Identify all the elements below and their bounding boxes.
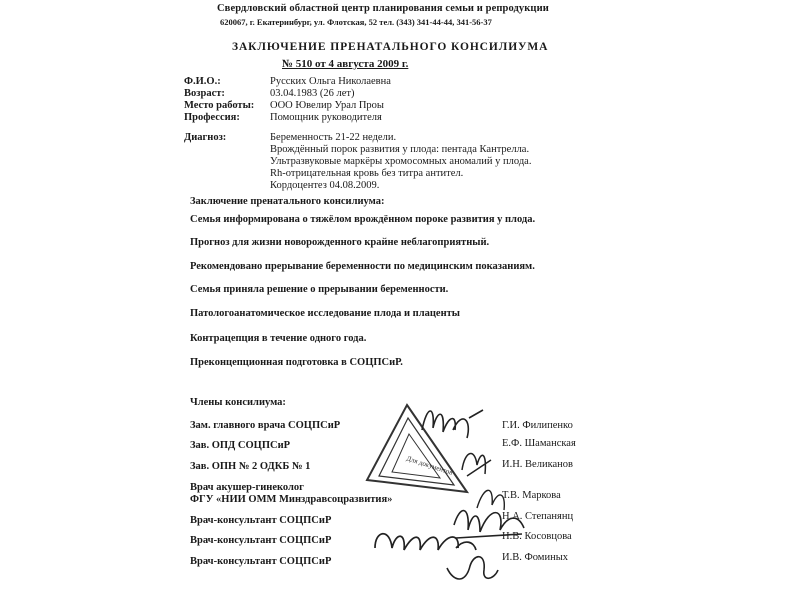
diagnosis-line: Rh-отрицательная кровь без титра антител. [270,168,464,179]
diagnosis-line: Беременность 21-22 недели. [270,132,397,143]
members-title: Члены консилиума: [190,397,286,408]
signature-2 [457,440,497,480]
org-address: 620067, г. Екатеринбург, ул. Флотская, 52 тел. (343) 341-44-44, 341-56-37 [220,17,492,27]
member-role: Врач-консультант СОЦПСиР [190,535,332,546]
member-role: Зам. главного врача СОЦПСиР [190,420,341,431]
conclusion-line: Семья информирована о тяжёлом врождённом пороке развития у плода. [190,214,536,225]
document-title: ЗАКЛЮЧЕНИЕ ПРЕНАТАЛЬНОГО КОНСИЛИУМА [232,41,549,53]
age-value: 03.04.1983 (26 лет) [270,88,355,99]
member-name: Н.А. Степанянц [502,511,574,522]
conclusion-line: Семья приняла решение о прерывании беременности. [190,284,449,295]
member-name: Е.Ф. Шаманская [502,438,576,449]
member-name: И.В. Фоминых [502,552,568,563]
profession-value: Помощник руководителя [270,112,382,123]
member-role: Зав. ОПН № 2 ОДКБ № 1 [190,461,311,472]
conclusion-line: Рекомендовано прерывание беременности по медицинским показаниям. [190,261,535,272]
signature-6 [442,548,502,588]
member-name: И.Н. Великанов [502,459,573,470]
member-role: Врач-консультант СОЦПСиР [190,515,332,526]
seal-text: Для документов [405,454,454,477]
member-name: Т.В. Маркова [502,490,561,501]
member-name: Г.И. Филипенко [502,420,573,431]
conclusion-title: Заключение пренатального консилиума: [190,196,385,207]
document-page [172,0,612,600]
conclusion-line: Прекoнцепционная подготовка в СОЦПСиР. [190,357,403,368]
diagnosis-line: Кордоцентез 04.08.2009. [270,180,380,191]
fio-value: Русских Ольга Николаевна [270,76,391,87]
profession-label: Профессия: [184,112,240,123]
member-role: Врач акушер-гинеколог [190,482,304,493]
conclusion-line: Патологоанатомическое исследование плода и плаценты [190,308,460,319]
work-value: ООО Ювелир Урал Проы [270,100,384,111]
document-number: № 510 от 4 августа 2009 г. [282,58,409,70]
member-role: Врач-консультант СОЦПСиР [190,556,332,567]
diagnosis-label: Диагноз: [184,132,227,143]
signature-1 [417,400,487,445]
member-role: ФГУ «НИИ ОММ Минздравсоцразвития» [190,494,393,505]
conclusion-line: Прогноз для жизни новорожденного крайне неблагоприятный. [190,237,490,248]
diagnosis-line: Ультразвуковые маркёры хромосомных аномалий у плода. [270,156,532,167]
age-label: Возраст: [184,88,225,99]
work-label: Место работы: [184,100,255,111]
member-name: Н.В. Косовцова [502,531,572,542]
fio-label: Ф.И.О.: [184,76,221,87]
diagnosis-line: Врождённый порок развития у плода: пентада Кантрелла. [270,144,530,155]
conclusion-line: Контрацепция в течение одного года. [190,333,367,344]
org-header: Свердловский областной центр планирования семьи и репродукции [217,3,549,14]
member-role: Зав. ОПД СОЦПСиР [190,440,291,451]
